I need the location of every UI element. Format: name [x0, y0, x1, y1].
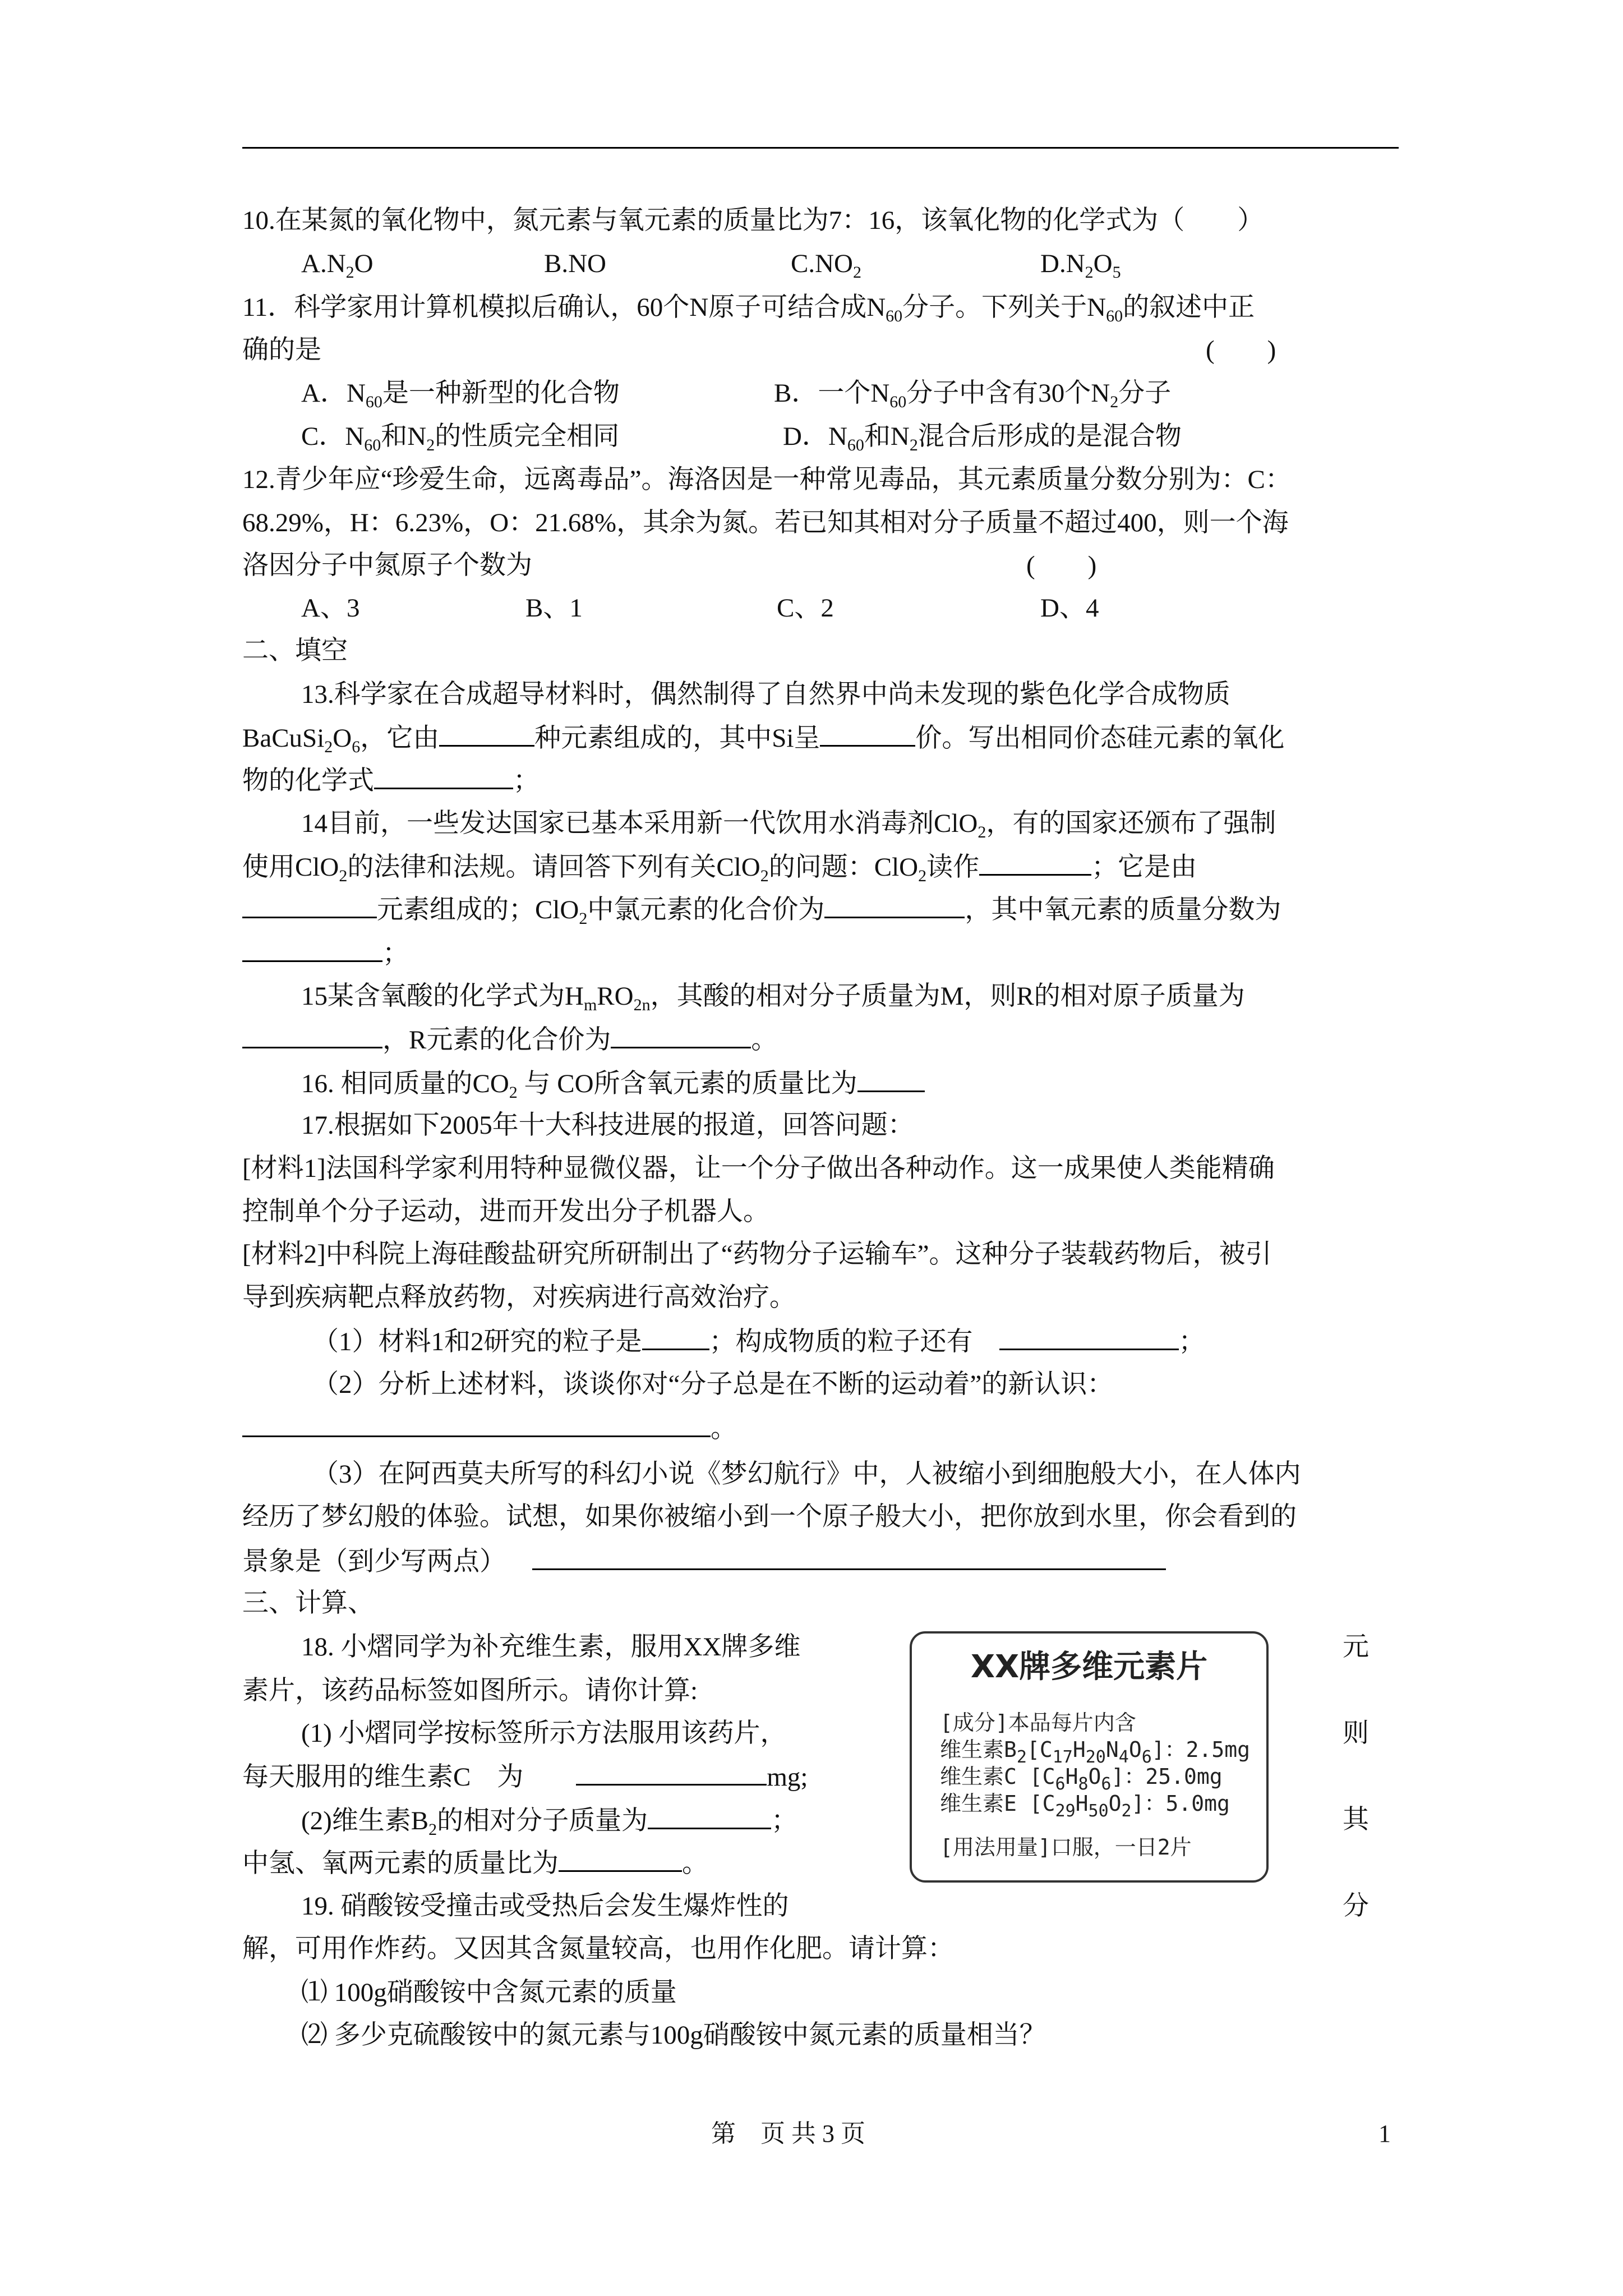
q17-part-3-cont: 经历了梦幻般的体验。试想，如果你被缩小到一个原子般大小，把你放到水里，你会看到的	[242, 1502, 1297, 1531]
q17-part-3: （3）在阿西莫夫所写的科幻小说《梦幻航行》中，人被缩小到细胞般大小，在人体内	[312, 1460, 1301, 1489]
page-number: 1	[1378, 2120, 1391, 2147]
label-usage: [用法用量]口服，一日2片	[940, 1835, 1192, 1860]
q18-blank-3[interactable]	[559, 1841, 682, 1872]
q17-material-1: [材料1]法国科学家利用特种显微仪器，让一个分子做出各种动作。这一成果使人类能精确	[242, 1154, 1275, 1183]
q10-option-d: $D.N_2O_5$	[1040, 249, 1121, 282]
q12-option-a: A、3	[301, 593, 360, 623]
q17-part-3-cont-2: 景象是（到少写两点）	[242, 1539, 1166, 1583]
section-fill-in-heading: 二、填空	[242, 636, 348, 665]
header-rule	[242, 147, 1399, 149]
q14-stem-3: 元素组成的；ClO$_2$中氯元素的化合价为 ，其中氧元素的质量分数为	[242, 887, 1281, 931]
q13-blank-2[interactable]	[820, 716, 915, 747]
q11-option-d: D．$N_{60}$和$N_2$混合后形成的是混合物	[783, 422, 1182, 454]
q18-part-1-cont: 每天服用的维生素C 为 mg;	[242, 1755, 808, 1798]
q13-blank-1[interactable]	[439, 716, 534, 747]
q13-stem: 13.科学家在合成超导材料时，偶然制得了自然界中尚未发现的紫色化学合成物质	[301, 680, 1230, 709]
q18-part-2-cont: 中氢、氧两元素的质量比为 。	[242, 1841, 708, 1885]
q15-stem: 15某含氧酸的化学式为$H_mRO_{2n}$，其酸的相对分子质量为M，则R的相对原子质量为	[301, 982, 1245, 1014]
q18-part-2: (2)维生素$B_2$的相对分子质量为 ；	[301, 1798, 797, 1842]
q15-blank-1[interactable]	[242, 1018, 382, 1048]
q17-material-2: [材料2]中科院上海硅酸盐研究所研制出了“药物分子运输车”。这种分子装载药物后，被引	[242, 1240, 1272, 1269]
q11-option-c: C．$N_{60}$和$N_2$的性质完全相同	[301, 422, 620, 454]
q14-stem: 14目前，一些发达国家已基本采用新一代饮用水消毒剂ClO$_2$，有的国家还颁布了强制	[301, 809, 1276, 841]
q14-stem-4: ；	[242, 931, 409, 975]
q12-stem-2: 68.29%，H：6.23%，O：21.68%，其余为氮。若已知其相对分子质量不超过400，则一个海	[242, 508, 1289, 537]
q14-blank-3[interactable]	[824, 887, 965, 918]
q18-wrap-char-3: 其	[1343, 1805, 1369, 1834]
q19-stem-2: 解，可用作炸药。又因其含氮量较高，也用作化肥。请计算：	[242, 1934, 954, 1963]
q16-blank[interactable]	[857, 1061, 925, 1092]
q19-part-2: ⑵ 多少克硫酸铵中的氮元素与100g硝酸铵中氮元素的质量相当？	[301, 2021, 1046, 2050]
q13-blank-3[interactable]	[374, 758, 513, 789]
q17-blank-4[interactable]	[532, 1539, 1166, 1570]
q11-stem-cont: 确的是	[242, 335, 321, 365]
q14-blank-4[interactable]	[242, 931, 382, 962]
q12-answer-paren: ( )	[1026, 551, 1097, 580]
q18-part-1: (1) 小熠同学按标签所示方法服用该药片，	[301, 1719, 787, 1748]
q12-stem-3: 洛因分子中氮原子个数为	[242, 551, 532, 580]
q17-blank-1[interactable]	[642, 1319, 709, 1350]
vitamin-label-box	[910, 1631, 1269, 1883]
q13-stem-3: 物的化学式 ；	[242, 758, 540, 802]
q17-part-2-answer: 。	[242, 1406, 737, 1450]
q18-blank-2[interactable]	[648, 1798, 771, 1829]
q10-option-a: $A.N_2O$	[301, 249, 374, 282]
q14-stem-2: 使用ClO$_2$的法律和法规。请回答下列有关ClO$_2$的问题：ClO$_2$读作 ；它是由	[242, 845, 1197, 889]
q18-wrap-char-1: 元	[1343, 1632, 1369, 1662]
label-title: XX牌多维元素片	[970, 1649, 1208, 1685]
q15-stem-2: ，R元素的化合价为 。	[242, 1018, 777, 1061]
q12-option-d: D、4	[1040, 593, 1099, 623]
q16-stem: 16. 相同质量的$CO_2$ 与 CO所含氧元素的质量比为	[301, 1061, 925, 1105]
q19-part-1: ⑴ 100g硝酸铵中含氮元素的质量	[301, 1978, 677, 2007]
q13-stem-2: $BaCuSi_2O_6$，它由 种元素组成的，其中Si呈 价。写出相同价态硅元素的氧化	[242, 716, 1284, 760]
q11-stem: 11．科学家用计算机模拟后确认，60个N原子可结合成$N_{60}$分子。下列关于$N_{60}$的叙述中正	[242, 293, 1255, 325]
q11-answer-paren: ( )	[1206, 335, 1276, 365]
q14-blank-2[interactable]	[242, 887, 377, 918]
label-ingredients: [成分]本品每片内含	[940, 1710, 1136, 1735]
q12-stem: 12.青少年应“珍爱生命，远离毒品”。海洛因是一种常见毒品，其元素质量分数分别为：C：	[242, 465, 1292, 494]
q10-option-c: $C.NO_2$	[791, 249, 861, 282]
q18-stem-2: 素片，该药品标签如图所示。请你计算:	[242, 1676, 698, 1705]
q19-wrap-char: 分	[1343, 1892, 1369, 1921]
q12-option-b: B、1	[525, 593, 583, 623]
q11-option-a: A．$N_{60}$是一种新型的化合物	[301, 379, 620, 411]
q19-stem: 19. 硝酸铵受撞击或受热后会发生爆炸性的	[301, 1892, 789, 1921]
q17-material-1-cont: 控制单个分子运动，进而开发出分子机器人。	[242, 1197, 769, 1226]
page-footer: 第 页 共 3 页	[711, 2120, 865, 2147]
label-vitamin-e: 维生素E $[C_{29}H_{50}O_2]$：5.0mg	[940, 1791, 1230, 1821]
q17-part-2: （2）分析上述材料，谈谈你对“分子总是在不断的运动着”的新认识：	[312, 1370, 1114, 1399]
q17-material-2-cont: 导到疾病靶点释放药物，对疾病进行高效治疗。	[242, 1283, 796, 1312]
q17-blank-2[interactable]	[999, 1319, 1179, 1350]
section-calc-heading: 三、计算、	[242, 1589, 374, 1618]
q17-blank-3[interactable]	[242, 1406, 711, 1437]
q17-part-1: （1）材料1和2研究的粒子是 ；构成物质的粒子还有 ；	[312, 1319, 1205, 1363]
q10-stem: 10.在某氮的氧化物中，氮元素与氧元素的质量比为7：16，该氧化物的化学式为（ ）	[242, 206, 1264, 235]
label-vitamin-b2: 维生素$B_2[C_{17}H_{20}N_4O_6]$：2.5mg	[940, 1737, 1251, 1767]
q18-blank-1[interactable]	[576, 1755, 767, 1786]
q18-wrap-char-2: 则	[1343, 1719, 1369, 1748]
q14-blank-1[interactable]	[979, 845, 1091, 876]
q12-option-c: C、2	[777, 593, 834, 623]
q17-intro: 17.根据如下2005年十大科技进展的报道，回答问题：	[301, 1111, 914, 1140]
q10-option-b: B.NO	[544, 249, 606, 278]
q15-blank-2[interactable]	[611, 1018, 751, 1048]
q11-option-b: B．一个$N_{60}$分子中含有30个$N_2$分子	[774, 379, 1172, 411]
label-vitamin-c: 维生素C $[C_6H_8O_6]$：25.0mg	[940, 1764, 1223, 1794]
q18-stem: 18. 小熠同学为补充维生素，服用XX牌多维	[301, 1632, 801, 1662]
